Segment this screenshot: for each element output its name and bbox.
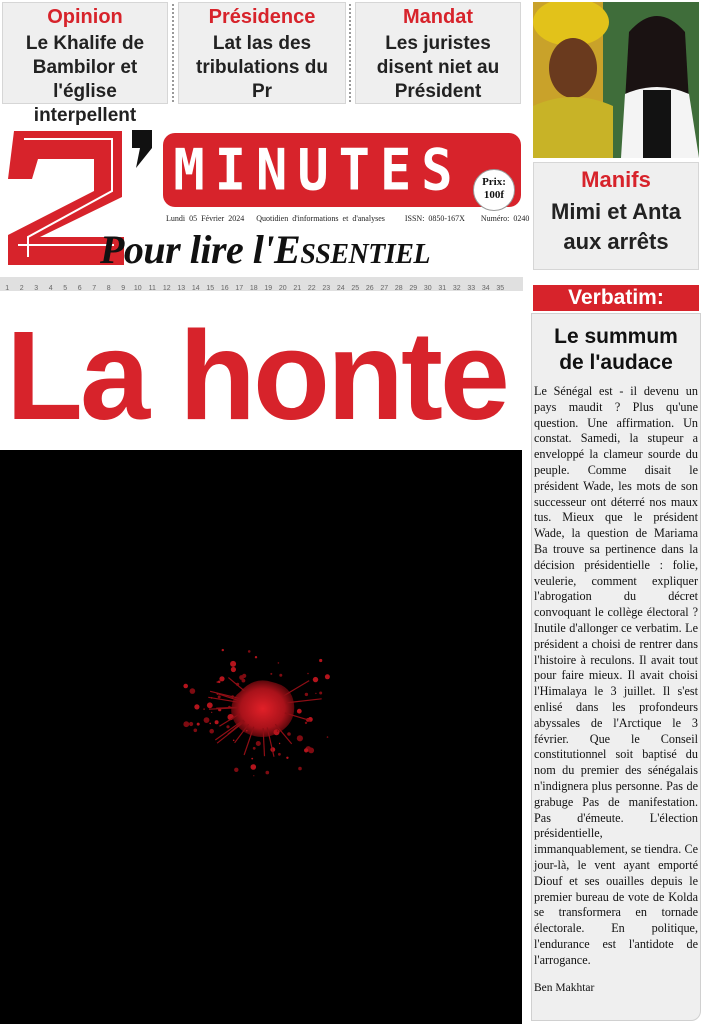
ruler-mark: 3 bbox=[34, 285, 39, 292]
ruler-mark: 29 bbox=[409, 285, 418, 292]
ruler-mark: 34 bbox=[481, 285, 490, 292]
ruler-mark: 24 bbox=[336, 285, 345, 292]
verbatim-title: Le summum de l'audace bbox=[554, 325, 678, 374]
ruler-mark: 27 bbox=[380, 285, 389, 292]
verbatim-label: Verbatim: bbox=[533, 285, 699, 311]
ruler-mark: 14 bbox=[191, 285, 200, 292]
masthead-title-bar bbox=[163, 133, 521, 207]
verbatim-column bbox=[531, 313, 701, 1021]
ruler-mark: 17 bbox=[235, 285, 244, 292]
issue-date: Lundi 05 Février 2024 bbox=[166, 214, 245, 223]
teaser-kicker: Présidence bbox=[208, 6, 316, 28]
column-ruler bbox=[0, 277, 523, 291]
ruler-mark: 6 bbox=[77, 285, 82, 292]
ruler-mark: 15 bbox=[206, 285, 215, 292]
teaser-title: Les juristes disent niet au Président bbox=[376, 33, 500, 102]
ruler-mark: 32 bbox=[452, 285, 461, 292]
ruler-mark: 4 bbox=[48, 285, 53, 292]
tagline-part: Pour lire l' bbox=[100, 227, 275, 272]
ruler-mark: 25 bbox=[351, 285, 360, 292]
teaser-title: Lat las des tribulations du Pr bbox=[196, 33, 328, 102]
issue-number: Numéro: 0240 bbox=[480, 214, 530, 223]
teaser-title: Mimi et Anta aux arrêts bbox=[551, 199, 681, 254]
ruler-mark: 35 bbox=[496, 285, 505, 292]
masthead-meta bbox=[166, 214, 530, 223]
ruler-mark: 10 bbox=[133, 285, 142, 292]
apostrophe-mark-icon bbox=[124, 130, 154, 170]
verbatim-body: Le Sénégal est - il devenu un pays maudit ? Plus qu'une question. Une affirmation. Un constat. Samedi, la stupeur a enveloppé la clameur sourde du peuple. Comme disait le président Wade, les mots de son successeur ont déterré nos maux tus. Mieux que le président Wade, la question de Mariama Ba trouve sa pertinence dans la décision présidentielle : folie, veulerie, comment expliquer l'abrogation du décret convoquant le collège électoral ? Inutile d'allonger ce verbatim. Le président a choisi de rentrer dans l'histoire à reculons. Il avait tout pour faire mieux. Il avait choisi l'Himalaya le 3 juillet. Il s'est enlisé dans les profondeurs abyssales de l'Arctique le 3 février. Que le Conseil constitutionnel soit baptisé du nom du premier des sénégalais n'indignera plus personne. Pas de grabuge Pas de manifestation. Pas d'émeute. L'élection présidentielle, immanquablement, se tiendra. Ce jour-là, le vent ayant emporté Diouf et ses ouailles depuis le premier bureau de vote de Kolda se transformera en tornade électorale. En politique, l'endurance est l'antidote de l'arrogance. bbox=[534, 384, 698, 967]
paper-subtitle: Quotidien d'informations et d'analyses bbox=[256, 214, 385, 223]
ruler-mark: 2 bbox=[19, 285, 24, 292]
ruler-mark: 21 bbox=[293, 285, 302, 292]
price-label: Prix: bbox=[482, 176, 506, 188]
ruler-mark: 1 bbox=[5, 285, 10, 292]
politicians-photo bbox=[533, 2, 699, 158]
ruler-mark: 23 bbox=[322, 285, 331, 292]
ruler-mark: 30 bbox=[423, 285, 432, 292]
ruler-mark: 16 bbox=[220, 285, 229, 292]
column-divider bbox=[349, 4, 353, 102]
teaser-title: Le Khalife de Bambilor et l'église interpellent bbox=[25, 33, 145, 126]
cover-image bbox=[0, 450, 522, 1024]
blood-splatter-icon bbox=[0, 450, 522, 1024]
ruler-mark: 12 bbox=[162, 285, 171, 292]
ruler-mark: 28 bbox=[394, 285, 403, 292]
ruler-mark: 9 bbox=[121, 285, 126, 292]
column-divider bbox=[172, 4, 176, 102]
ruler-mark: 11 bbox=[148, 285, 156, 292]
masthead-title: MINUTES bbox=[173, 138, 463, 204]
verbatim-author: Ben Makhtar bbox=[534, 982, 595, 995]
ruler-mark: 5 bbox=[63, 285, 68, 292]
teaser-kicker: Opinion bbox=[47, 6, 123, 28]
teaser-kicker: Mandat bbox=[403, 6, 473, 28]
ruler-mark: 18 bbox=[249, 285, 258, 292]
teaser-opinion[interactable] bbox=[2, 2, 168, 126]
ruler-mark: 26 bbox=[365, 285, 374, 292]
ruler-mark: 8 bbox=[106, 285, 111, 292]
ruler-mark: 20 bbox=[278, 285, 287, 292]
tagline-emphasis: Essentiel bbox=[274, 227, 431, 272]
teaser-kicker: Manifs bbox=[581, 167, 651, 192]
ruler-mark: 31 bbox=[438, 285, 447, 292]
ruler-mark: 33 bbox=[467, 285, 476, 292]
price-badge bbox=[473, 169, 515, 211]
teaser-mandat[interactable] bbox=[355, 2, 521, 104]
price-value: 100f bbox=[483, 189, 505, 201]
masthead-tagline bbox=[100, 226, 524, 273]
ruler-mark: 7 bbox=[92, 285, 97, 292]
front-page-headline: La honte bbox=[6, 305, 507, 446]
teaser-presidence[interactable] bbox=[178, 2, 346, 104]
ruler-mark: 19 bbox=[264, 285, 273, 292]
ruler-mark: 22 bbox=[307, 285, 316, 292]
teaser-manifs[interactable] bbox=[533, 162, 699, 270]
issn: ISSN: 0850-167X bbox=[404, 214, 465, 223]
ruler-mark: 13 bbox=[177, 285, 186, 292]
